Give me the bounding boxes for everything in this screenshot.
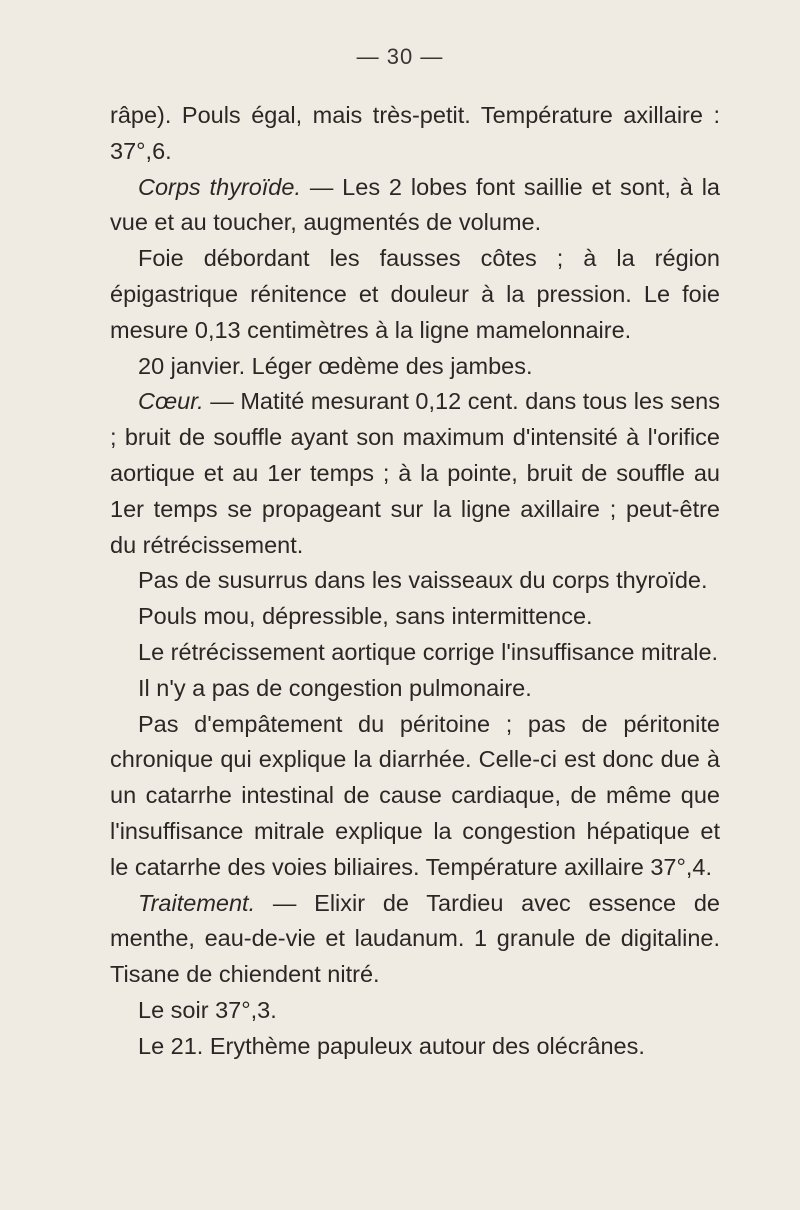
paragraph-text: Il n'y a pas de congestion pulmonaire.: [138, 674, 532, 701]
paragraph-lead: Corps thyroïde.: [138, 173, 301, 200]
paragraph-lead: Traitement.: [138, 889, 256, 916]
paragraph-text: — Elixir de Tardieu avec essence de menthe, eau-de-vie et laudanum. 1 granule de digitaline. Tisane de chiendent nitré.: [110, 889, 720, 988]
paragraph-text: râpe). Pouls égal, mais très-petit. Température axillaire : 37°,6.: [110, 102, 720, 164]
paragraph-text: Le 21. Erythème papuleux autour des olécrânes.: [138, 1032, 645, 1059]
body-text: [110, 98, 720, 1065]
paragraph-soft-pulse: [110, 599, 720, 635]
paragraph-evening: [110, 993, 720, 1029]
paragraph-text: Le soir 37°,3.: [138, 996, 277, 1023]
paragraph-text: — Les 2 lobes font saillie et sont, à la vue et au toucher, augmentés de volume.: [110, 173, 720, 236]
page-number: — 30 —: [356, 44, 444, 69]
paragraph-pulse: [110, 98, 720, 170]
paragraph-lead: Cœur.: [138, 388, 204, 415]
paragraph-text: Pas d'empâtement du péritoine ; pas de péritonite chronique qui explique la diarrhée. Celle-ci est donc due à un catarrhe intestinal de cause cardiaque, de même que l'insuffisance mitrale explique la congestion hépatique et le catarrhe des voies biliaires. Température axillaire 37°,4.: [110, 710, 720, 880]
paragraph-21: [110, 1029, 720, 1065]
paragraph-text: Pouls mou, dépressible, sans intermittence.: [138, 603, 593, 630]
paragraph-text: Foie débordant les fausses côtes ; à la région épigastrique rénitence et douleur à la pression. Le foie mesure 0,13 centimètres à la ligne mamelonnaire.: [110, 245, 720, 343]
paragraph-january-20: [110, 349, 720, 385]
paragraph-heart: [110, 384, 720, 563]
paragraph-treatment: [110, 886, 720, 993]
paragraph-pulmonary: [110, 671, 720, 707]
paragraph-susurrus: [110, 563, 720, 599]
paragraph-thyroid: [110, 170, 720, 242]
paragraph-text: Le rétrécissement aortique corrige l'insuffisance mitrale.: [138, 638, 719, 665]
paragraph-text: Pas de susurrus dans les vaisseaux du corps thyroïde.: [138, 567, 708, 594]
paragraph-aortic: [110, 635, 720, 671]
paragraph-peritoneum: [110, 707, 720, 886]
paragraph-liver: [110, 241, 720, 348]
paragraph-text: — Matité mesurant 0,12 cent. dans tous les sens ; bruit de souffle ayant son maximum d'intensité à l'orifice aortique et au 1er temps ; à la pointe, bruit de souffle au 1er temps se propageant sur la ligne axillaire ; peut-être du rétrécissement.: [110, 388, 720, 558]
paragraph-text: 20 janvier. Léger œdème des jambes.: [138, 352, 533, 379]
